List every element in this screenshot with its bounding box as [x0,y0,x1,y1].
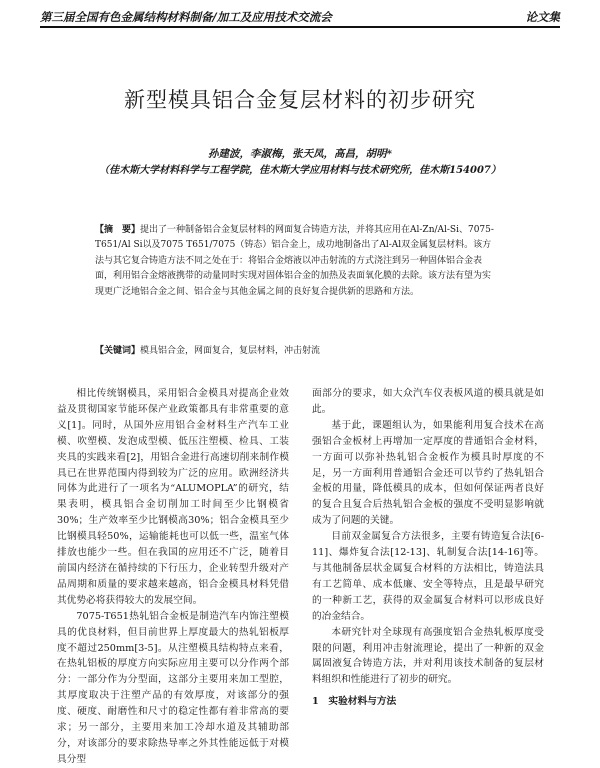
section-label: 论文集 [525,10,560,24]
abstract [95,223,497,300]
abstract-tag: 【摘 要】 [95,225,141,235]
body-column-left [57,386,289,765]
keywords-text: 模具铝合金，网面复合，复层材料，冲击射流 [140,346,321,356]
keywords-tag: 【关键词】 [95,346,141,356]
paragraph: 相比传统钢模具，采用铝合金模具对提高企业效益及贯彻国家节能环保产业政策都具有非常重要的意义[1]。同时，从国外应用铝合金材料生产汽车工业模、吹塑模、发泡成型模、低压注塑模、检具、工装夹具的实践来看[2]，用铝合金进行高速切削来制作模具已在世界范围内得到较为广泛的应用。欧洲经济共同体为此进行了一项名为“ALUMOPLA”的研究，结果表明，模具铝合金切削加工时间至少比钢模省30%；生产效率至少比钢模高30%；铝合金模具至少比钢模具轻50%，运输能耗也可以低一些，温室气体排放也能少一些。但在我国的应用还不广泛，随着目前国内经济在循持续的下行压力，企业转型升级对产品周期和质量的要求越来越高，铝合金模具材料凭借其优势必将获得较大的发展空间。 [57,388,289,606]
paragraph: 7075-T651热轧铝合金板是制造汽车内饰注塑模具的优良材料，但目前世界上厚度最大的热轧铝板厚度不超过250mm[3-5]。从注塑模具结构特点来看，在热轧铝板的厚度方向实际应用主要可以分作两个部分：一部分作为分型面，这部分主要用来加工型腔，其厚度取决于注塑产品的有效厚度，对该部分的强度、硬度、耐磨性和尺寸的稳定性都有着非常高的要求；另一部分，主要用来加工冷却水道及其辅助部分，对该部分的要求除热导率之外其性能远低于对模具分型 [57,610,289,765]
paragraph: 本研究针对全球现有高强度铝合金热轧板厚度受限的问题，利用冲击射流理论，提出了一种新的双金属固液复合铸造方法，并对利用该技术制备的复层材料组织和性能进行了初步的研究。 [312,626,544,686]
running-header [40,8,560,28]
keywords [95,344,497,359]
conference-name: 第三届全国有色金属结构材料制备/加工及应用技术交流会 [40,10,332,24]
paragraph: 基于此，课题组认为，如果能利用复合技术在高强铝合金板材上再增加一定厚度的普通铝合金材料，一方面可以弥补热轧铝合金板作为模具时厚度的不足，另一方面利用普通铝合金还可以节约了热轧铝合金板的用量，降低模具的成本，但如何保证两者良好的复合且复合后热轧铝合金板的强度不受明显影响就成为了问题的关键。 [312,419,544,527]
author-list: 孙建波，李淑梅，张天凤，高昌，胡明* [208,148,392,160]
body-column-right [312,386,544,754]
paragraph: 面部分的要求，如大众汽车仪表板风道的模具就是如此。 [312,388,544,415]
section-heading: 1 实验材料与方法 [312,696,397,708]
paragraph: 目前双金属复合方法很多，主要有铸造复合法[6-11]、爆炸复合法[12-13]、轧制复合法[14-16]等。与其他制备层状金属复合材料的方法相比，铸造法具有工艺简单、成本低廉、安全等特点，且是最早研究的一种新工艺，获得的双金属复合材料可以形成良好的冶金结合。 [312,531,544,622]
abstract-text: 提出了一种制备铝合金复层材料的网面复合铸造方法，并将其应用在Al-Zn/Al-Si、7075-T651/Al Si以及7075 T651/7075（铸态）铝合金上，成功地制备出了Al-Al双金属复层材料。该方法与其它复合铸造方法不同之处在于：将铝合金熔液以冲击射流的方式浇注到另一种固体铝合金表面，利用铝合金熔液携带的动量同时实现对固体铝合金的加热及表面氧化膜的去除。该方法有望为实现更广泛地铝合金之间、铝合金与其他金属之间的良好复合提供新的思路和方法。 [95,225,494,297]
affiliation: （佳木斯大学材料科学与工程学院，佳木斯大学应用材料与技术研究所，佳木斯154007） [99,165,501,176]
paper-title: 新型模具铝合金复层材料的初步研究 [124,88,476,112]
